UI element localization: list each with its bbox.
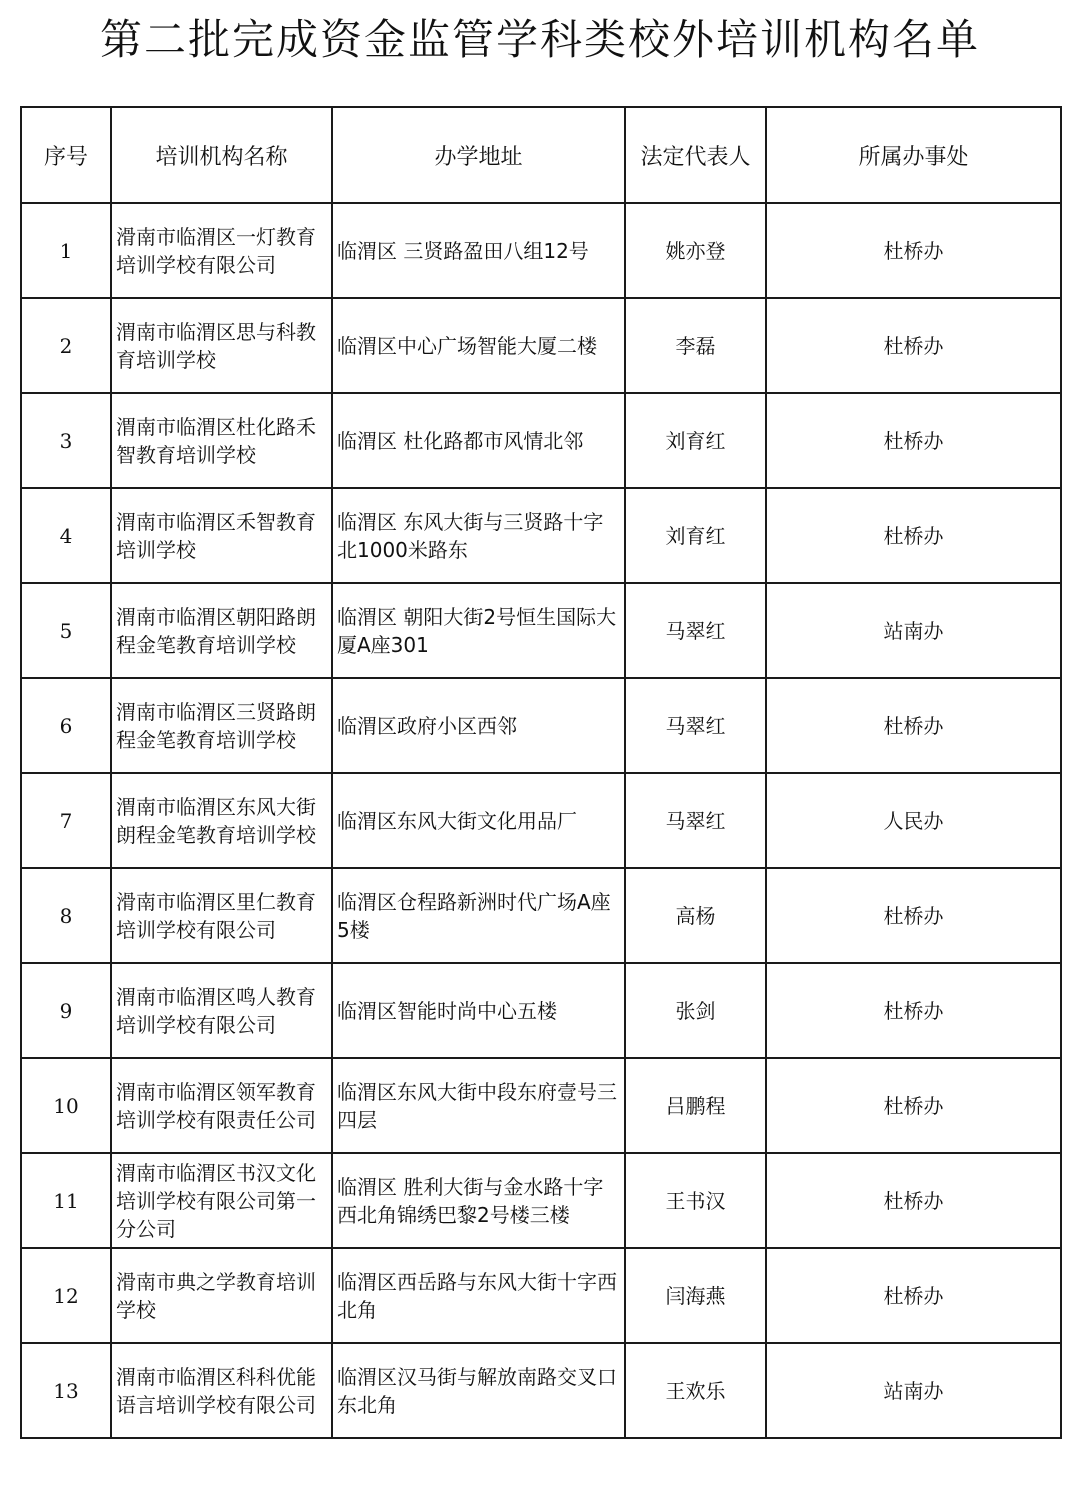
cell-legal-representative: 王欢乐 [625,1343,766,1438]
cell-serial-number: 8 [21,868,111,963]
cell-address: 临渭区 胜利大街与金水路十字西北角锦绣巴黎2号楼三楼 [332,1153,625,1248]
cell-address: 临渭区政府小区西邻 [332,678,625,773]
cell-legal-representative: 吕鹏程 [625,1058,766,1153]
cell-address: 临渭区仓程路新洲时代广场A座5楼 [332,868,625,963]
cell-office: 杜桥办 [766,963,1061,1058]
cell-address: 临渭区 朝阳大街2号恒生国际大厦A座301 [332,583,625,678]
cell-legal-representative: 刘育红 [625,488,766,583]
cell-serial-number: 7 [21,773,111,868]
table-row [21,868,1061,963]
table-row [21,1153,1061,1248]
cell-institution-name: 渭南市临渭区鸣人教育培训学校有限公司 [111,963,332,1058]
cell-serial-number: 6 [21,678,111,773]
cell-serial-number: 9 [21,963,111,1058]
cell-address: 临渭区 东风大街与三贤路十字北1000米路东 [332,488,625,583]
cell-legal-representative: 马翠红 [625,773,766,868]
table-row [21,773,1061,868]
table-row [21,678,1061,773]
table-row [21,963,1061,1058]
table-body [21,203,1061,1438]
table-row [21,298,1061,393]
cell-address: 临渭区 杜化路都市风情北邻 [332,393,625,488]
table-row [21,203,1061,298]
cell-legal-representative: 姚亦登 [625,203,766,298]
cell-institution-name: 渭南市临渭区思与科教育培训学校 [111,298,332,393]
header-institution-name: 培训机构名称 [111,107,332,203]
cell-institution-name: 滑南市临渭区一灯教育培训学校有限公司 [111,203,332,298]
cell-office: 杜桥办 [766,298,1061,393]
table-row [21,1343,1061,1438]
cell-serial-number: 12 [21,1248,111,1343]
cell-office: 站南办 [766,1343,1061,1438]
cell-legal-representative: 高杨 [625,868,766,963]
cell-serial-number: 3 [21,393,111,488]
cell-address: 临渭区东风大街文化用品厂 [332,773,625,868]
cell-address: 临渭区中心广场智能大厦二楼 [332,298,625,393]
header-address: 办学地址 [332,107,625,203]
cell-address: 临渭区智能时尚中心五楼 [332,963,625,1058]
cell-office: 杜桥办 [766,868,1061,963]
cell-address: 临渭区西岳路与东风大街十字西北角 [332,1248,625,1343]
table-row [21,1058,1061,1153]
cell-institution-name: 渭南市临渭区杜化路禾智教育培训学校 [111,393,332,488]
cell-institution-name: 渭南市临渭区三贤路朗程金笔教育培训学校 [111,678,332,773]
cell-office: 杜桥办 [766,678,1061,773]
table-row [21,1248,1061,1343]
cell-serial-number: 10 [21,1058,111,1153]
table-header [21,107,1061,203]
cell-institution-name: 渭南市临渭区领军教育培训学校有限责任公司 [111,1058,332,1153]
page-title: 第二批完成资金监管学科类校外培训机构名单 [99,15,980,64]
header-serial-number: 序号 [21,107,111,203]
cell-legal-representative: 马翠红 [625,583,766,678]
cell-legal-representative: 闫海燕 [625,1248,766,1343]
cell-address: 临渭区 三贤路盈田八组12号 [332,203,625,298]
cell-office: 杜桥办 [766,1153,1061,1248]
cell-office: 杜桥办 [766,203,1061,298]
cell-serial-number: 2 [21,298,111,393]
cell-legal-representative: 张剑 [625,963,766,1058]
cell-serial-number: 13 [21,1343,111,1438]
cell-legal-representative: 王书汉 [625,1153,766,1248]
cell-institution-name: 渭南市临渭区东风大街朗程金笔教育培训学校 [111,773,332,868]
cell-office: 杜桥办 [766,1248,1061,1343]
cell-serial-number: 11 [21,1153,111,1248]
cell-legal-representative: 马翠红 [625,678,766,773]
cell-institution-name: 滑南市典之学教育培训学校 [111,1248,332,1343]
header-legal-representative: 法定代表人 [625,107,766,203]
cell-legal-representative: 李磊 [625,298,766,393]
cell-institution-name: 滑南市临渭区里仁教育培训学校有限公司 [111,868,332,963]
cell-office: 杜桥办 [766,1058,1061,1153]
table-row [21,583,1061,678]
header-row [21,107,1061,203]
cell-serial-number: 5 [21,583,111,678]
table-row [21,488,1061,583]
cell-serial-number: 1 [21,203,111,298]
cell-institution-name: 渭南市临渭区朝阳路朗程金笔教育培训学校 [111,583,332,678]
cell-serial-number: 4 [21,488,111,583]
table-row [21,393,1061,488]
cell-office: 杜桥办 [766,488,1061,583]
cell-institution-name: 渭南市临渭区科科优能语言培训学校有限公司 [111,1343,332,1438]
cell-legal-representative: 刘育红 [625,393,766,488]
cell-office: 杜桥办 [766,393,1061,488]
cell-institution-name: 渭南市临渭区书汉文化培训学校有限公司第一分公司 [111,1153,332,1248]
cell-address: 临渭区东风大街中段东府壹号三四层 [332,1058,625,1153]
cell-address: 临渭区汉马街与解放南路交叉口东北角 [332,1343,625,1438]
header-office: 所属办事处 [766,107,1061,203]
cell-institution-name: 渭南市临渭区禾智教育培训学校 [111,488,332,583]
cell-office: 人民办 [766,773,1061,868]
institution-table [20,106,1062,1439]
cell-office: 站南办 [766,583,1061,678]
